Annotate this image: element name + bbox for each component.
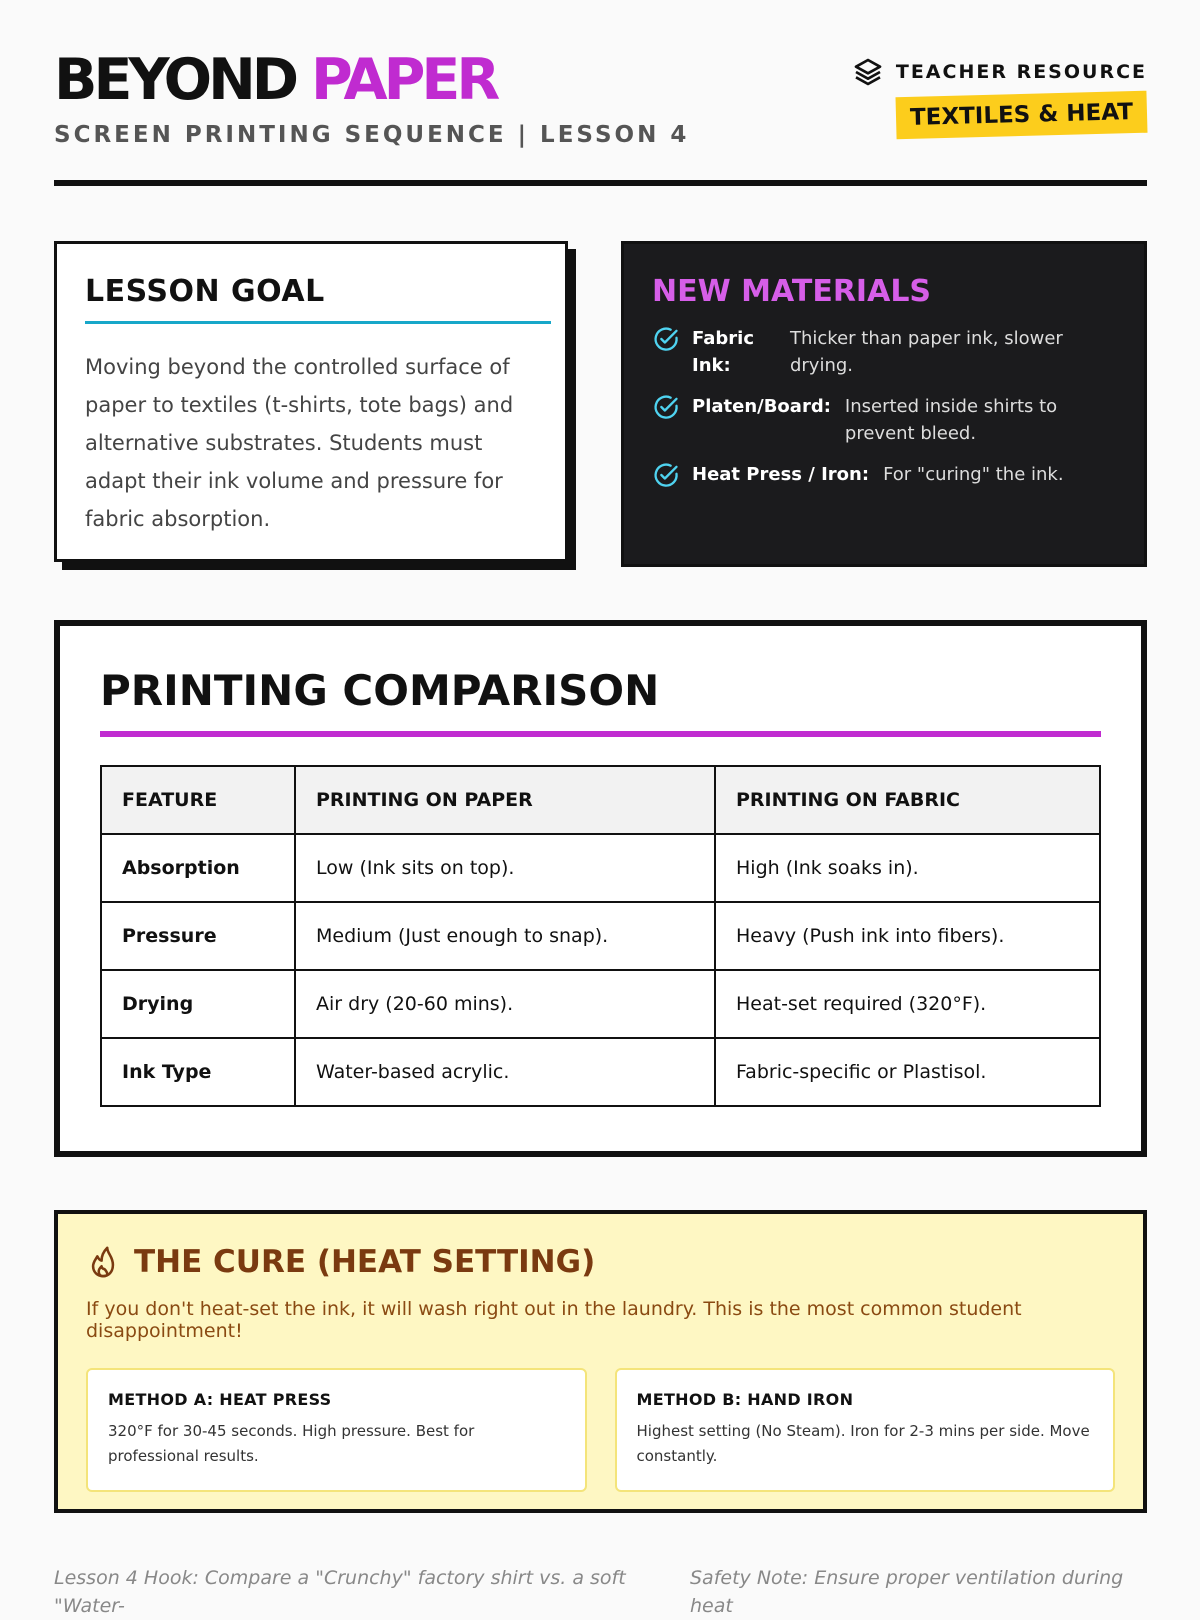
check-circle-icon — [652, 461, 680, 489]
cure-heading — [86, 1244, 1115, 1280]
table-cell: Absorption — [101, 834, 295, 902]
table-cell: Pressure — [101, 902, 295, 970]
material-term: Heat Press / Iron: — [692, 464, 870, 485]
title-accent: PAPER — [310, 47, 497, 113]
safety-note: Safety Note: Ensure proper ventilation during heat — [690, 1567, 1124, 1617]
printing-comparison-section — [54, 620, 1147, 1157]
material-def: Inserted inside shirts to prevent bleed. — [844, 396, 1058, 444]
badge-label: TEACHER RESOURCE — [895, 61, 1147, 83]
material-term: Fabric Ink: — [692, 328, 754, 376]
column-header: PRINTING ON FABRIC — [715, 766, 1100, 834]
table-cell: Water-based acrylic. — [295, 1038, 715, 1106]
material-def: For "curing" the ink. — [883, 464, 1064, 485]
table-cell: Ink Type — [101, 1038, 295, 1106]
topic-tag: TEXTILES & HEAT — [895, 91, 1147, 140]
page-title — [54, 47, 497, 113]
table-cell: Heat-set required (320°F). — [715, 970, 1100, 1038]
material-term: Platen/Board: — [692, 396, 831, 417]
material-item — [652, 461, 1116, 489]
material-item — [652, 325, 1116, 379]
table-header-row — [101, 766, 1100, 834]
table-row — [101, 970, 1100, 1038]
lesson-goal-divider — [85, 321, 551, 324]
cure-lead: If you don't heat-set the ink, it will wash right out in the laundry. This is the most common student disappointment! — [86, 1298, 1022, 1342]
table-cell: Air dry (20-60 mins). — [295, 970, 715, 1038]
method-title: METHOD A: HEAT PRESS — [108, 1390, 332, 1409]
new-materials-card — [621, 241, 1147, 567]
lesson-hook-note: Lesson 4 Hook: Compare a "Crunchy" factory shirt vs. a soft "Water- — [54, 1567, 626, 1617]
table-row — [101, 1038, 1100, 1106]
teacher-resource-badge — [852, 56, 1147, 88]
methods-list — [86, 1368, 1115, 1492]
comparison-table — [100, 765, 1101, 1107]
header — [54, 0, 1147, 190]
material-item — [652, 393, 1116, 447]
check-circle-icon — [652, 325, 680, 353]
method-card-hand-iron — [615, 1368, 1116, 1492]
page — [54, 0, 1147, 1617]
table-cell: Fabric-specific or Plastisol. — [715, 1038, 1100, 1106]
heat-setting-section — [54, 1210, 1147, 1513]
material-def: Thicker than paper ink, slower drying. — [789, 328, 1063, 376]
column-header: FEATURE — [101, 766, 295, 834]
table-row — [101, 902, 1100, 970]
column-header: PRINTING ON PAPER — [295, 766, 715, 834]
page-subtitle: SCREEN PRINTING SEQUENCE | LESSON 4 — [54, 122, 690, 148]
table-row — [101, 834, 1100, 902]
check-circle-icon — [652, 393, 680, 421]
table-cell: Medium (Just enough to snap). — [295, 902, 715, 970]
method-body: 320°F for 30-45 seconds. High pressure. Best for professional results. — [108, 1422, 475, 1465]
layers-icon — [852, 56, 884, 88]
method-card-heat-press — [86, 1368, 587, 1492]
table-cell: Low (Ink sits on top). — [295, 834, 715, 902]
method-title: METHOD B: HAND IRON — [636, 1390, 854, 1409]
comparison-heading: PRINTING COMPARISON — [100, 666, 660, 715]
table-cell: High (Ink soaks in). — [715, 834, 1100, 902]
lesson-goal-body: Moving beyond the controlled surface of paper to textiles (t-shirts, tote bags) and alternative substrates. Students must adapt their ink volume and pressure for fabric absorption. — [85, 355, 514, 531]
header-divider — [54, 180, 1147, 186]
lesson-goal-card — [54, 241, 568, 562]
comparison-divider — [100, 731, 1101, 737]
lesson-goal-heading: LESSON GOAL — [85, 274, 325, 309]
table-cell: Drying — [101, 970, 295, 1038]
new-materials-heading: NEW MATERIALS — [652, 274, 932, 309]
method-body: Highest setting (No Steam). Iron for 2-3 mins per side. Move constantly. — [636, 1422, 1090, 1465]
flame-icon — [86, 1245, 120, 1279]
cure-heading-text: THE CURE (HEAT SETTING) — [134, 1244, 596, 1280]
table-cell: Heavy (Push ink into fibers). — [715, 902, 1100, 970]
title-main: BEYOND — [54, 47, 296, 113]
footer-notes — [54, 1564, 1147, 1620]
